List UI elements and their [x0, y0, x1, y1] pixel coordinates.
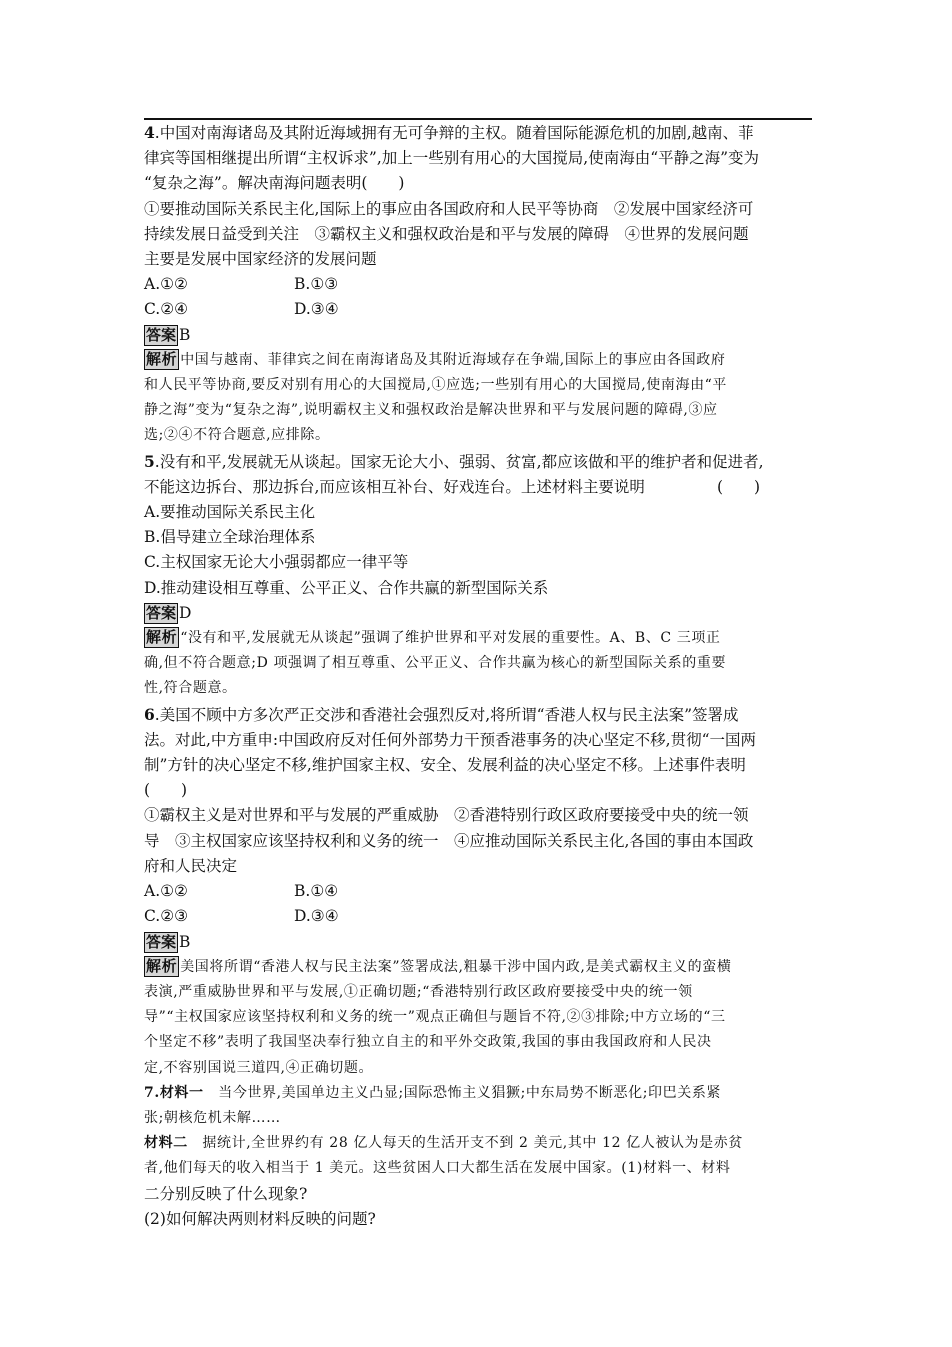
q4-statement-line-3: 主要是发展中国家经济的发展问题	[144, 250, 377, 269]
q5-answer	[144, 601, 812, 626]
q4-option-a[interactable]: A.①②	[144, 275, 188, 294]
q6-option-a[interactable]: A.①②	[144, 882, 188, 901]
analysis-tag: 解析	[146, 349, 178, 368]
q4-options-row-1	[144, 272, 812, 297]
q6-analysis-line-5: 定,不容别国说三道四,④正确切题。	[144, 1059, 374, 1076]
q4-statement-line-1: ①要推动国际关系民主化,国际上的事应由各国政府和人民平等协商 ②发展中国家经济可	[144, 199, 754, 218]
q5-option-c[interactable]: C.主权国家无论大小强弱都应一律平等	[144, 553, 409, 572]
question-5	[144, 449, 812, 702]
q6-analysis-line-1: 解析 美国将所谓“香港人权与民主法案”签署成法,粗暴干涉中国内政,是美式霸权主义的蛮横	[146, 956, 732, 975]
q7-material-1-label: .材料一	[154, 1084, 204, 1101]
question-4	[144, 120, 812, 449]
q6-stem-line-1: 6.美国不顾中方多次严正交涉和香港社会强烈反对,将所谓“香港人权与民主法案”签署成	[144, 704, 739, 724]
q6-statement-line-1: ①霸权主义是对世界和平与发展的严重威胁 ②香港特别行政区政府要接受中央的统一领	[144, 806, 749, 825]
q6-analysis-line-3: 导”“主权国家应该坚持权利和义务的统一”观点正确但与题旨不符,②③排除;中方立场的“三	[144, 1009, 726, 1026]
q6-options-row-1	[144, 879, 812, 904]
analysis-tag: 解析	[146, 956, 178, 975]
q6-analysis-line-2: 表演,严重威胁世界和平与发展,①正确切题;“香港特别行政区政府要接受中央的统一领	[144, 983, 693, 1000]
q5-option-b[interactable]: B.倡导建立全球治理体系	[144, 528, 316, 547]
q7-question-2: (2)如何解决两则材料反映的问题?	[144, 1209, 376, 1228]
q6-options-row-2	[144, 904, 812, 929]
q6-statement-line-3: 府和人民决定	[144, 856, 238, 875]
q6-option-b[interactable]: B.①④	[294, 882, 339, 901]
q7-material-2-line-1: 材料二 据统计,全世界约有 28 亿人每天的生活开支不到 2 美元,其中 12 亿人被认为是赤贫	[144, 1135, 743, 1152]
q6-option-d[interactable]: D.③④	[294, 907, 339, 926]
q4-option-d[interactable]: D.③④	[294, 300, 339, 319]
q4-statement-line-2: 持续发展日益受到关注 ③霸权主义和强权政治是和平与发展的障碍 ④世界的发展问题	[144, 224, 749, 243]
q4-analysis-line-2: 和人民平等协商,要反对别有用心的大国搅局,①应选;一些别有用心的大国搅局,使南海由“平	[144, 377, 728, 394]
q5-answer-paren: ( )	[716, 477, 761, 496]
q4-analysis-line-4: 选;②④不符合题意,应排除。	[144, 427, 330, 444]
q5-stem-line-1: 5.没有和平,发展就无从谈起。国家无论大小、强弱、贫富,都应该做和平的维护者和促进者,	[144, 451, 764, 471]
q4-option-b[interactable]: B.①③	[294, 275, 339, 294]
q5-analysis-line-3: 性,符合题意。	[144, 680, 237, 697]
q6-stem-line-4: ( )	[144, 781, 188, 800]
q4-analysis-line-3: 静之海”变为“复杂之海”,说明霸权主义和强权政治是解决世界和平与发展问题的障碍,③应	[144, 402, 718, 419]
q7-material-2-line-3: 二分别反映了什么现象?	[144, 1184, 308, 1203]
q7-material-2-line-2: 者,他们每天的收入相当于 1 美元。这些贫困人口大都生活在发展中国家。(1)材料一、材料	[144, 1160, 731, 1177]
q4-stem-line-2: 律宾等国相继提出所谓“主权诉求”,加上一些别有用心的大国搅局,使南海由“平静之海”变为	[144, 149, 760, 168]
question-6	[144, 702, 812, 1081]
q7-material-2-label: 材料二	[144, 1135, 188, 1152]
q6-number: 6	[144, 704, 155, 724]
q5-number: 5	[144, 451, 155, 471]
q6-option-c[interactable]: C.②③	[144, 907, 189, 926]
q7-material-1-line-1: 7.材料一 当今世界,美国单边主义凸显;国际恐怖主义猖獗;中东局势不断恶化;印巴关系紧	[144, 1084, 722, 1101]
q6-answer-value: B	[179, 932, 191, 951]
q6-statement-line-2: 导 ③主权国家应该坚持权利和义务的统一 ④应推动国际关系民主化,各国的事由本国政	[144, 831, 754, 850]
q5-analysis-line-2: 确,但不符合题意;D 项强调了相互尊重、公平正义、合作共赢为核心的新型国际关系的重要	[144, 655, 727, 672]
q4-stem-line-1: 4.中国对南海诸岛及其附近海域拥有无可争辩的主权。随着国际能源危机的加剧,越南、菲	[144, 123, 754, 142]
q6-analysis-line-4: 个坚定不移”表明了我国坚决奉行独立自主的和平外交政策,我国的事由我国政府和人民决	[144, 1034, 712, 1051]
q5-stem-line-2: 不能这边拆台、那边拆台,而应该相互补台、好戏连台。上述材料主要说明 ( )	[144, 477, 761, 496]
q4-number: 4	[144, 123, 155, 142]
q5-analysis-line-1: 解析 “没有和平,发展就无从谈起”强调了维护世界和平对发展的重要性。A、B、C 三项正	[146, 628, 721, 647]
q5-option-a[interactable]: A.要推动国际关系民主化	[144, 503, 316, 522]
analysis-tag: 解析	[146, 628, 178, 647]
q4-answer-value: B	[179, 325, 191, 344]
q7-material-1-line-2: 张;朝核危机未解……	[144, 1109, 281, 1126]
q4-analysis-line-1: 解析 中国与越南、菲律宾之间在南海诸岛及其附近海域存在争端,国际上的事应由各国政府	[146, 349, 726, 368]
q4-options-row-2	[144, 297, 812, 322]
q6-stem-line-3: 制”方针的决心坚定不移,维护国家主权、安全、发展利益的决心坚定不移。上述事件表明	[144, 756, 746, 775]
answer-tag: 答案	[146, 932, 177, 951]
answer-tag: 答案	[146, 325, 177, 344]
q6-stem-line-2: 法。对此,中方重申:中国政府反对任何外部势力干预香港事务的决心坚定不移,贯彻“一国两	[144, 730, 757, 749]
q5-answer-value: D	[179, 603, 192, 622]
q7-number: 7	[144, 1084, 155, 1101]
q4-option-c[interactable]: C.②④	[144, 300, 189, 319]
q4-answer	[144, 323, 812, 348]
answer-tag: 答案	[146, 603, 177, 622]
page-content	[144, 120, 812, 1232]
q6-answer	[144, 930, 812, 955]
q4-stem-line-3: “复杂之海”。解决南海问题表明( )	[144, 174, 405, 193]
q5-option-d[interactable]: D.推动建设相互尊重、公平正义、合作共赢的新型国际关系	[144, 578, 549, 597]
question-7	[144, 1081, 812, 1232]
